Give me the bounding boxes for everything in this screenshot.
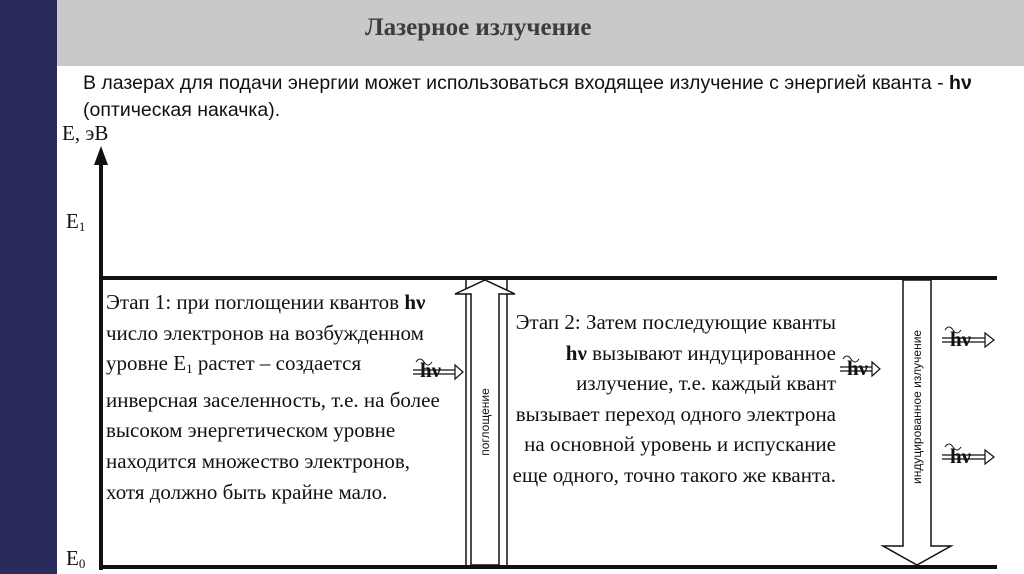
stage1-level-subscript: 1 — [186, 361, 193, 377]
level-e0-label — [66, 546, 85, 572]
stage2-photon-symbol: hν — [565, 340, 587, 365]
stage2-description — [496, 307, 836, 491]
intro-text-after: (оптическая накачка). — [83, 99, 281, 121]
stage1-text-mid: число электронов на возбужденном уровне E — [106, 320, 424, 376]
energy-axis-arrowhead — [94, 146, 108, 165]
level-e0-subscript: 0 — [78, 556, 86, 571]
photon-label-emitted-2: hν — [950, 444, 972, 468]
photon-label-incoming-2: hν — [847, 356, 869, 380]
slide-title: Лазерное излучение — [365, 14, 592, 41]
intro-text-before: В лазерах для подачи энергии может использоваться входящее излучение с энергией кванта - — [83, 72, 950, 94]
energy-axis-label: E, эВ — [62, 121, 109, 145]
absorption-label: поглощение — [478, 388, 492, 456]
stage2-text-suffix: вызывают индуцированное излучение, т.е. каждый квант вызывает переход одного электрона на основной уровень и испускание еще одного, точно такого же кванта. — [512, 340, 836, 487]
induced-emission-label: индуцированное излучение — [910, 329, 924, 484]
stage1-text-prefix: Этап 1: при поглощении квантов — [106, 290, 405, 314]
intro-photon-symbol: hν — [949, 72, 972, 94]
stage1-description — [106, 287, 446, 507]
level-e1-label — [66, 209, 85, 235]
level-e1-subscript: 1 — [78, 219, 86, 234]
level-e1-symbol: E — [66, 209, 79, 233]
photon-label-incoming-1: hν — [420, 358, 442, 382]
level-e0-symbol: E — [66, 546, 79, 570]
stage1-text-suffix: растет – создается инверсная заселенность, т.е. на более высоком энергетическом уровне находится множество электронов, хотя должно быть крайне мало. — [106, 351, 440, 504]
stage2-text-prefix: Этап 2: Затем последующие кванты — [515, 310, 836, 334]
photon-label-emitted-1: hν — [950, 327, 972, 351]
stage1-photon-symbol: hν — [404, 290, 426, 314]
